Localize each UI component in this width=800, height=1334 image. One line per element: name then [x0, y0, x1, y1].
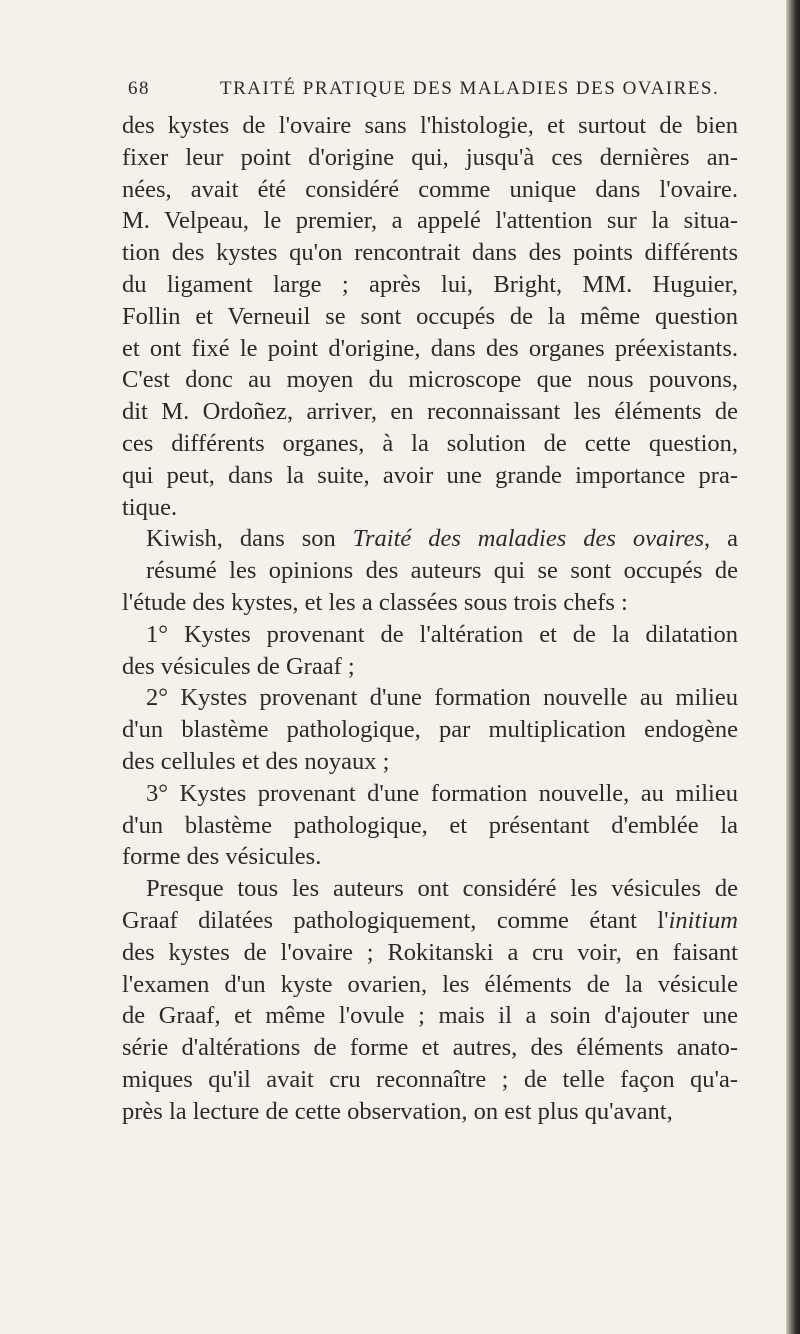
paragraph-presque-body — [122, 905, 738, 1096]
paragraph-end — [122, 587, 738, 619]
text-line: Presque tous les auteurs ont considéré les vésicules de — [146, 875, 738, 903]
text-line: 1° Kystes provenant de l'altération et de la dilatation — [146, 620, 738, 648]
list-item-3-body — [122, 810, 738, 842]
text-line: C'est donc au moyen du microscope que nous pouvons, — [122, 366, 738, 394]
list-item-3-end — [122, 841, 738, 873]
text-line: série d'altérations de forme et autres, des éléments anato- — [122, 1034, 738, 1062]
text-line: de Graaf, et même l'ovule ; mais il a soin d'ajouter une — [122, 1002, 738, 1030]
binding-edge — [786, 0, 800, 1334]
text-line: du ligament large ; après lui, Bright, MM. Huguier, — [122, 270, 738, 298]
text-line: résumé les opinions des auteurs qui se sont occupés de — [146, 557, 738, 585]
body-text — [122, 110, 738, 1128]
text-line: miques qu'il avait cru reconnaître ; de telle façon qu'a- — [122, 1065, 738, 1093]
text-line: ces différents organes, à la solution de cette question, — [122, 429, 738, 457]
page-number: 68 — [128, 78, 150, 99]
text-run: Graaf dilatées pathologiquement, comme étant l' — [122, 906, 669, 934]
list-item-2-end — [122, 746, 738, 778]
book-title: Traité des maladies des ovaires — [352, 525, 705, 553]
list-item-1-end — [122, 651, 738, 683]
list-item-2-body — [122, 714, 738, 746]
text-line: dit M. Ordoñez, arriver, en reconnaissant les éléments de — [122, 398, 738, 426]
text-line: fixer leur point d'origine qui, jusqu'à ces dernières an- — [122, 143, 738, 171]
paragraph-kiwish — [122, 523, 738, 587]
text-line: des kystes de l'ovaire sans l'histologie, et surtout de bien — [122, 112, 738, 139]
paragraph-continuation — [122, 110, 738, 492]
text-line: tion des kystes qu'on rencontrait dans des points différents — [122, 239, 738, 267]
paragraph-presque — [122, 873, 738, 905]
text-line — [122, 905, 738, 937]
text-line: d'un blastème pathologique, par multiplication endogène — [122, 716, 738, 744]
list-item-2 — [122, 682, 738, 714]
list-item-3 — [122, 778, 738, 810]
text-line: 3° Kystes provenant d'une formation nouvelle, au milieu — [146, 779, 738, 807]
text-line: l'examen d'un kyste ovarien, les éléments de la vésicule — [122, 970, 738, 998]
latin-term: initium — [668, 906, 738, 934]
running-head — [128, 78, 718, 100]
paragraph-presque-end — [122, 1096, 738, 1128]
text-line: M. Velpeau, le premier, a appelé l'attention sur la situa- — [122, 207, 738, 235]
text-line: 2° Kystes provenant d'une formation nouvelle au milieu — [146, 684, 738, 712]
text-line: forme des vésicules. — [122, 843, 322, 871]
text-line: l'étude des kystes, et les a classées sous trois chefs : — [122, 588, 628, 616]
paragraph-end — [122, 492, 738, 524]
text-line: tique. — [122, 493, 178, 521]
text-line: d'un blastème pathologique, et présentant d'emblée la — [122, 811, 738, 839]
text-run: , a — [704, 525, 738, 553]
text-line: et ont fixé le point d'origine, dans des organes préexistants. — [122, 334, 738, 362]
text-line: Follin et Verneuil se sont occupés de la même question — [122, 302, 738, 330]
text-line: des vésicules de Graaf ; — [122, 652, 355, 680]
running-title: TRAITÉ PRATIQUE DES MALADIES DES OVAIRES. — [220, 78, 720, 99]
text-line: nées, avait été considéré comme unique dans l'ovaire. — [122, 175, 738, 203]
text-line: des cellules et des noyaux ; — [122, 747, 390, 775]
text-line: qui peut, dans la suite, avoir une grande importance pra- — [122, 461, 738, 489]
list-item-1 — [122, 619, 738, 651]
text-run: Kiwish, dans son — [146, 525, 353, 553]
text-line: des kystes de l'ovaire ; Rokitanski a cru voir, en faisant — [122, 938, 738, 966]
text-line: près la lecture de cette observation, on est plus qu'avant, — [122, 1097, 673, 1125]
text-line — [122, 523, 738, 555]
